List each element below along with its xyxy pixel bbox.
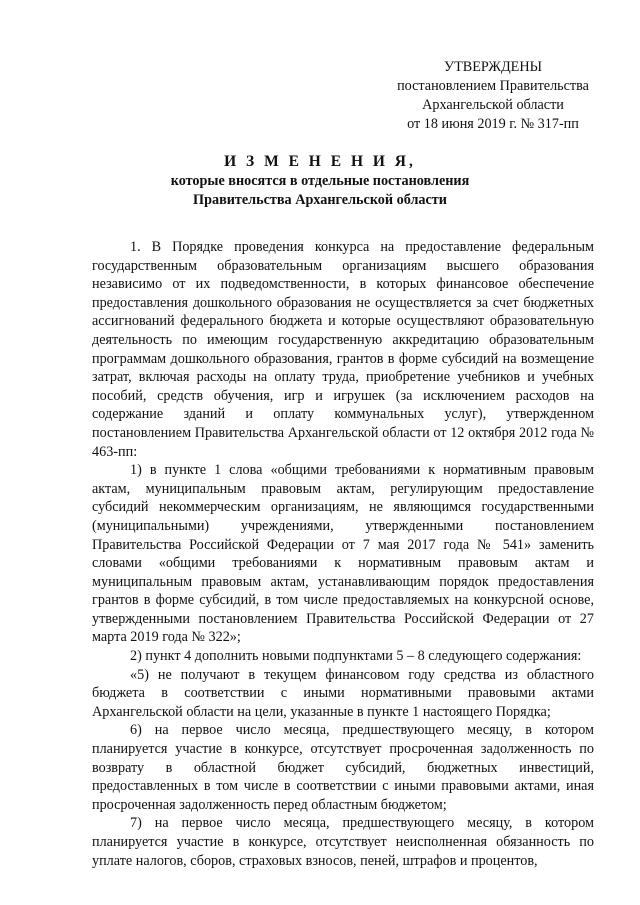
paragraph-1: 1. В Порядке проведения конкурса на предоставление федеральным государственным образовательным организациям высшего образования независимо от их подведомственности, в которых финансовое обеспечение предоставления дошкольного образования не осуществляется за счет бюджетных ассигнований федерального бюджета и которые осуществляют образовательную деятельность по имеющим государственную аккредитацию образовательным программам дошкольного образования, грантов в форме субсидий на возмещение затрат, включая расходы на оплату труда, приобретение учебников и учебных пособий, средств обучения, игр и игрушек (за исключением расходов на содержание зданий и оплату коммунальных услуг), утвержденном постановлением Правительства Архангельской области от 12 октября 2012 года № 463-пп: — [92, 239, 594, 460]
paragraph-subitem-7: 7) на первое число месяца, предшествующего месяцу, в котором планируется участие в конкурсе, отсутствует неисполненная обязанность по уплате налогов, сборов, страховых взносов, пеней, штрафов и процентов, — [92, 815, 594, 869]
paragraph-subitem-6: 6) на первое число месяца, предшествующего месяцу, в котором планируется участие в конкурсе, отсутствует просроченная задолженность по возврату в областной бюджет субсидий, бюджетных инвестиций, предоставленных в том числе в соответствии с иными правовыми актами, иная просроченная задолженность перед областным бюджетом; — [92, 722, 594, 813]
paragraph-subitem-2: 2) пункт 4 дополнить новыми подпунктами 5 – 8 следующего содержания: — [130, 648, 582, 665]
document-title: И З М Е Н Е Н И Я, — [224, 153, 416, 170]
document-heading — [60, 152, 580, 210]
paragraph-subitem-5: «5) не получают в текущем финансовом году средства из областного бюджета в соответствии с иными нормативными правовыми актами Архангельской области на цели, указанные в пункте 1 настоящего Порядка; — [92, 666, 594, 720]
approval-stamp — [378, 58, 608, 134]
approval-line-3: Архангельской области — [422, 97, 564, 113]
document-subtitle-2: Правительства Архангельской области — [193, 192, 447, 208]
document-body — [92, 238, 594, 870]
approval-line-4: от 18 июня 2019 г. № 317-пп — [407, 116, 579, 132]
document-subtitle-1: которые вносятся в отдельные постановления — [170, 173, 470, 189]
approval-title: УТВЕРЖДЕНЫ — [444, 59, 542, 75]
approval-line-2: постановлением Правительства — [397, 78, 589, 94]
paragraph-subitem-1: 1) в пункте 1 слова «общими требованиями к нормативным правовым актам, муниципальным правовым актам, регулирующим предоставление субсидий некоммерческим организациям, не являющимся государственными (муниципальными) учреждениями, утвержденными постановлением Правительства Российской Федерации от 7 мая 2017 года № 541» заменить словами «общими требованиями к нормативным правовым актам и муниципальным правовым актам, устанавливающим порядок предоставления грантов в форме субсидий, в том числе предоставляемых на конкурсной основе, утвержденными постановлением Правительства Российской Федерации от 27 марта 2019 года № 322»; — [92, 462, 594, 646]
